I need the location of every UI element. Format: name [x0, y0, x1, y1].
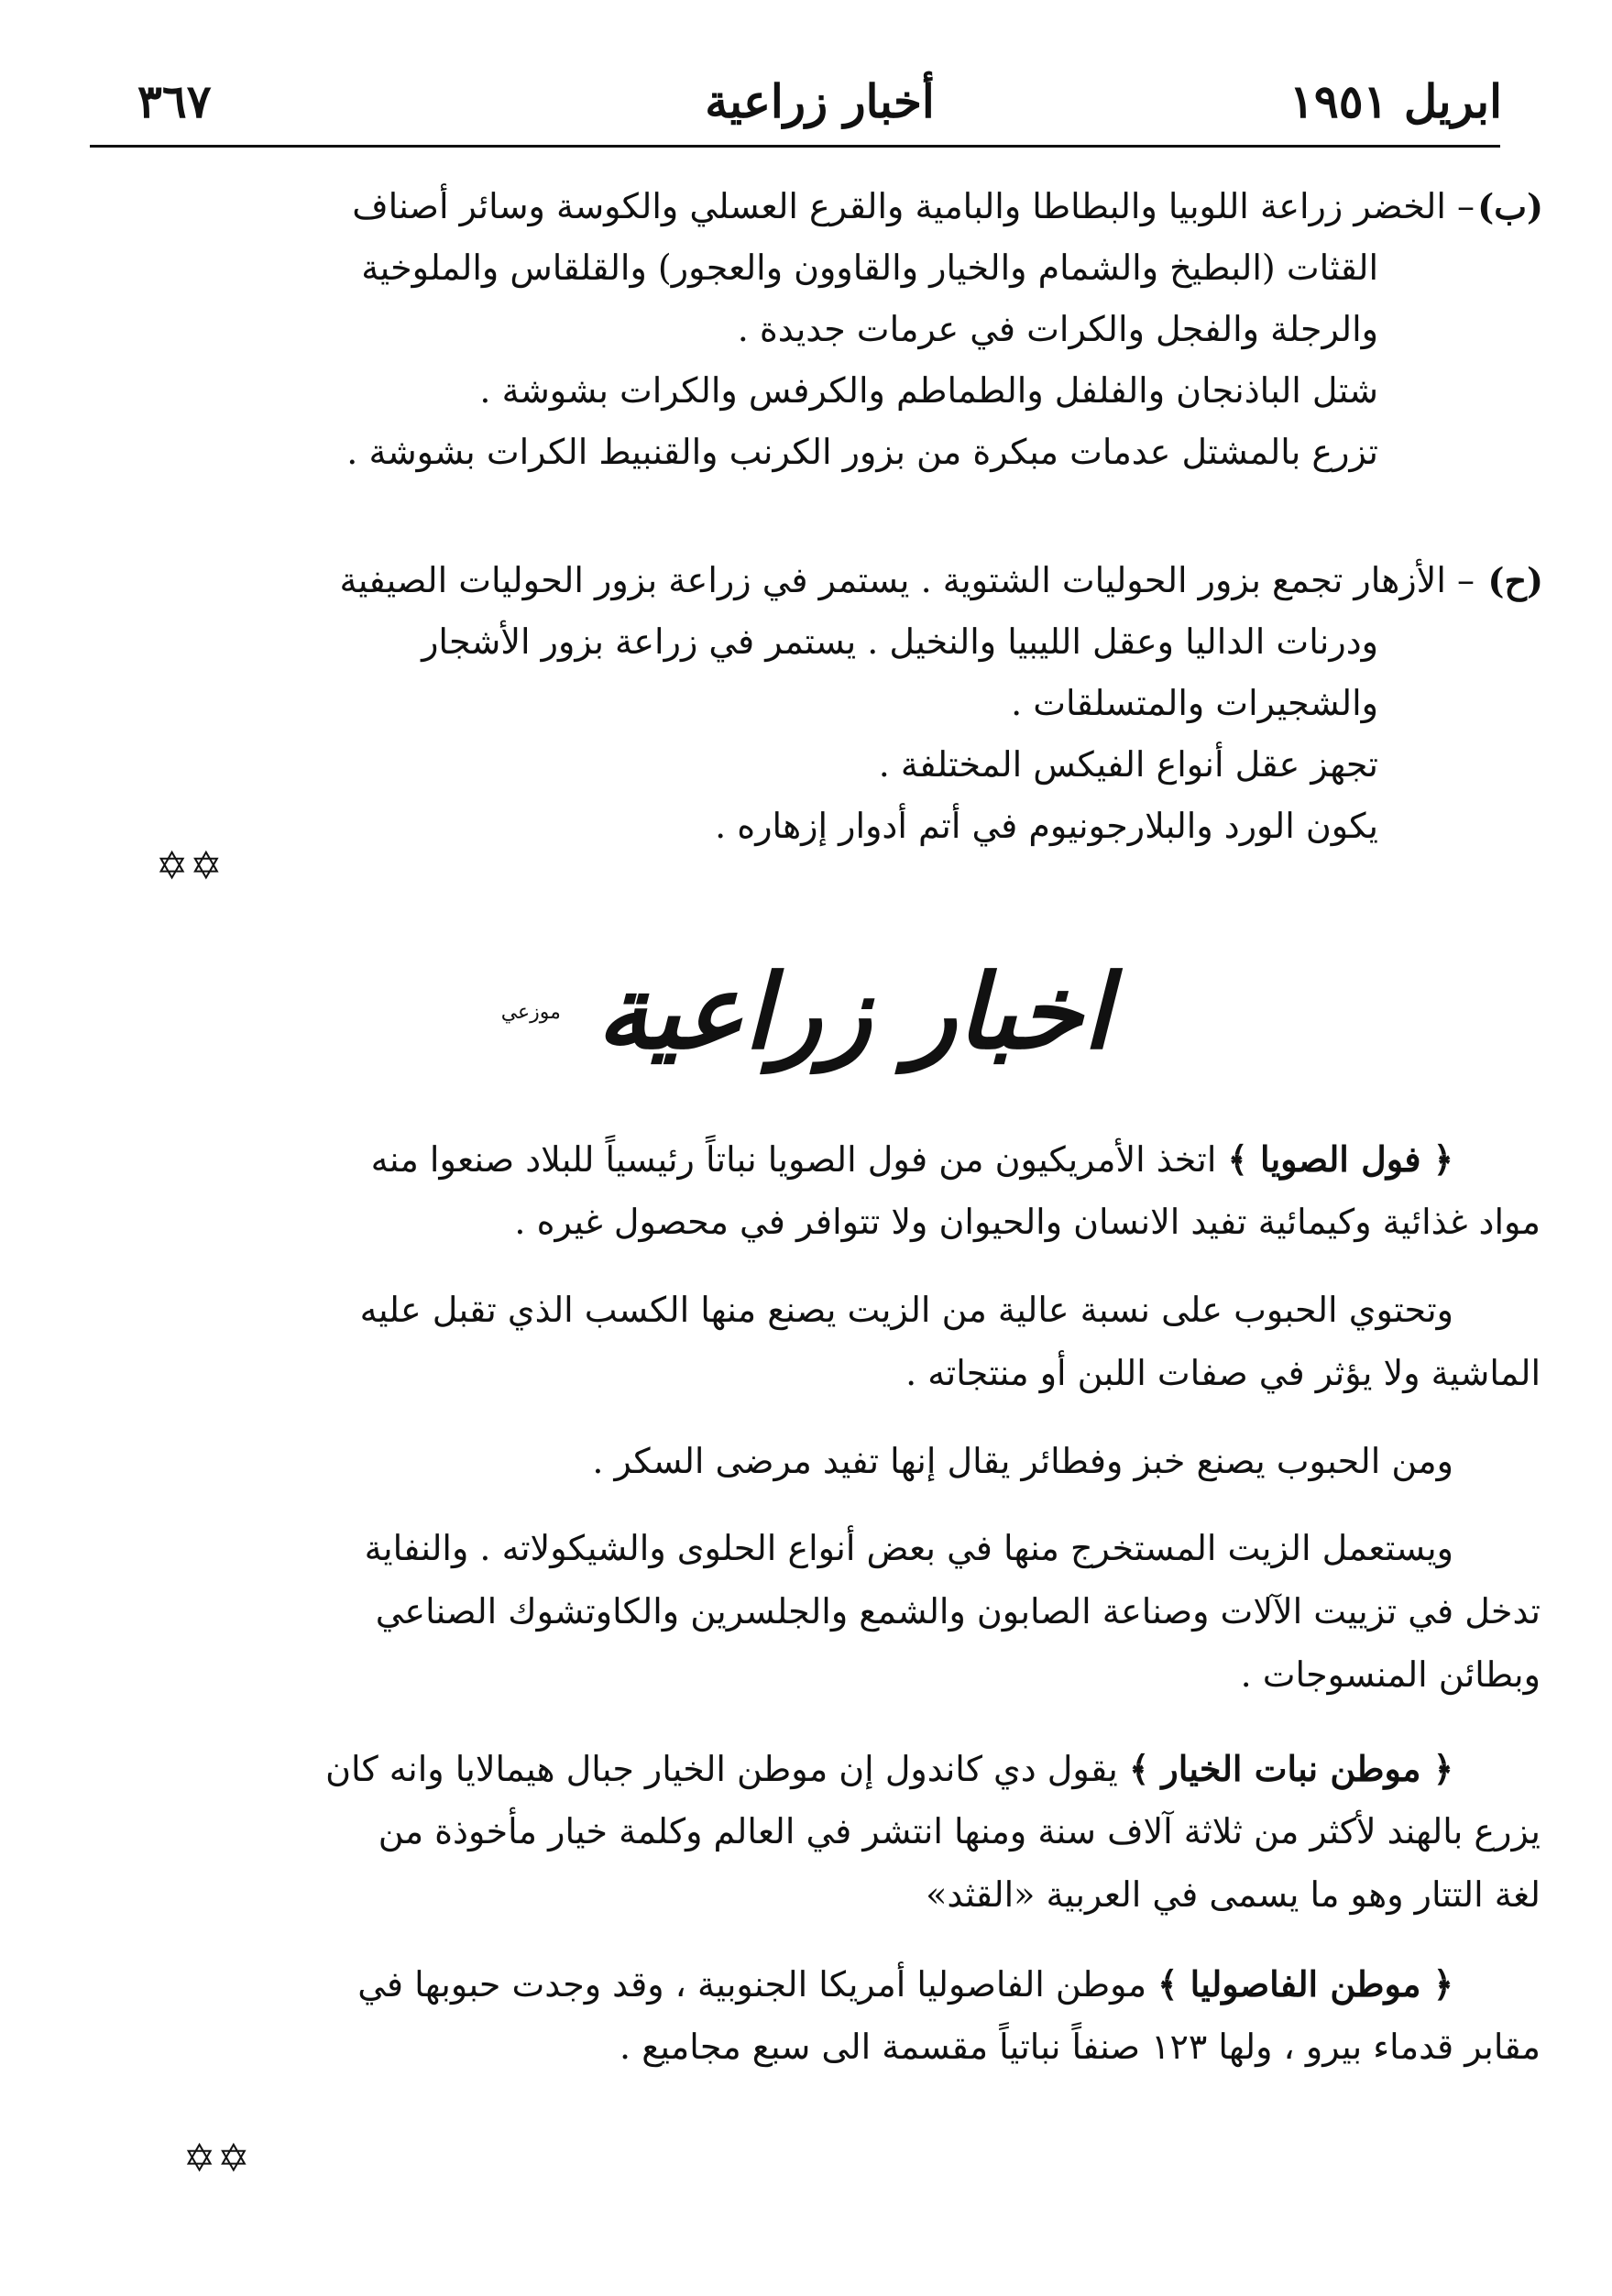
text-line [82, 1127, 1541, 1191]
text-line-content: موطن الفاصوليا أمريكا الجنوبية ، وقد وجدت حبوبها في [357, 1964, 1147, 2005]
article-soybean-bread [82, 1430, 1541, 1493]
article-cucumber [82, 1737, 1541, 1927]
text-line-content: – الخضر زراعة اللوبيا والبطاطا والبامية والقرع العسلي والكوسة وسائر أصناف [352, 186, 1475, 226]
text-line-content: اتخذ الأمريكيون من فول الصويا نباتاً رئيسياً للبلاد صنعوا منه [370, 1139, 1217, 1180]
heading-signature: موزعي [500, 1001, 561, 1024]
text-line [87, 422, 1543, 483]
text-line [87, 796, 1543, 857]
text-line: وبطائن المنسوجات . [1240, 1654, 1541, 1695]
section-flowers [87, 550, 1543, 857]
text-line [87, 611, 1543, 673]
text-line: تدخل في تزييت الآلات وصناعة الصابون والشمع والجلسرين والكاوتشوك الصناعي [375, 1591, 1541, 1631]
article-lead: ﴿ موطن نبات الخيار ﴾ [1128, 1748, 1453, 1789]
text-line: يزرع بالهند لأكثر من ثلاثة آلاف سنة ومنها انتشر في العالم وكلمة خيار مأخوذة من [378, 1811, 1541, 1851]
text-line: لغة التتار وهو ما يسمى في العربية «القثد» [926, 1874, 1541, 1915]
text-line-content: يكون الورد والبلارجونيوم في أتم أدوار إزهاره . [715, 806, 1378, 846]
text-line: مواد غذائية وكيمائية تفيد الانسان والحيوان ولا تتوافر في محصول غيره . [514, 1202, 1541, 1242]
header-rule [90, 145, 1500, 148]
text-line-content: يقول دي كاندول إن موطن الخيار جبال هيمالايا وانه كان [325, 1749, 1118, 1789]
text-line [87, 673, 1543, 734]
article-lead: ﴿ فول الصويا ﴾ [1227, 1138, 1453, 1180]
text-line: ويستعمل الزيت المستخرج منها في بعض أنواع الحلوى والشيكولاته . والنفاية [364, 1528, 1453, 1568]
page-number: ٣٦٧ [137, 74, 212, 128]
header-date: ابريل ١٩٥١ [1289, 74, 1502, 128]
text-line-content: تجهز عقل أنواع الفيكس المختلفة . [878, 744, 1378, 785]
article-lead: ﴿ موطن الفاصوليا ﴾ [1157, 1963, 1453, 2005]
text-line: ومن الحبوب يصنع خبز وفطائر يقال إنها تفيد مرضى السكر . [592, 1441, 1453, 1481]
text-line [87, 734, 1543, 796]
text-line [82, 1952, 1541, 2016]
text-line: مقابر قدماء بيرو ، ولها ١٢٣ صنفاً نباتياً مقسمة الى سبع مجاميع . [620, 2027, 1541, 2067]
text-line [87, 550, 1543, 611]
text-line-content: تزرع بالمشتل عدمات مبكرة من بزور الكرنب والقنبيط الكرات بشوشة . [346, 432, 1378, 472]
article-beans [82, 1952, 1541, 2079]
text-line [87, 360, 1543, 422]
heading-title: اخبار زراعية [596, 952, 1112, 1072]
section-marker: (ح) [1487, 560, 1543, 601]
header-title: أخبار زراعية [705, 74, 935, 128]
section-heading [0, 944, 1612, 1082]
article-soybean [82, 1127, 1541, 1254]
text-line-content: – الأزهار تجمع بزور الحوليات الشتوية . يستمر في زراعة بزور الحوليات الصيفية [339, 560, 1475, 600]
text-line-content: شتل الباذنجان والفلفل والطماطم والكرفس والكرات بشوشة . [479, 370, 1378, 411]
text-line: وتحتوي الحبوب على نسبة عالية من الزيت يصنع منها الكسب الذي تقبل عليه [359, 1290, 1453, 1330]
separator-stars: ✡✡ [156, 843, 225, 888]
text-line-content: والرجلة والفجل والكرات في عرمات جديدة . [737, 309, 1378, 349]
text-line [82, 1737, 1541, 1800]
text-line [87, 299, 1543, 360]
text-line-content: والشجيرات والمتسلقات . [1011, 683, 1378, 723]
text-line-content: ودرنات الداليا وعقل الليبيا والنخيل . يستمر في زراعة بزور الأشجار [422, 621, 1378, 662]
running-header [137, 64, 1502, 139]
text-line [87, 176, 1543, 237]
article-soybean-oil [82, 1279, 1541, 1405]
article-soybean-uses [82, 1517, 1541, 1707]
section-vegetables [87, 176, 1543, 483]
text-line [87, 237, 1543, 299]
section-marker: (ب) [1477, 186, 1543, 227]
text-line: الماشية ولا يؤثر في صفات اللبن أو منتجاته . [905, 1353, 1541, 1393]
separator-stars: ✡✡ [183, 2136, 252, 2181]
text-line-content: القثات (البطيخ والشمام والخيار والقاوون والعجور) والقلقاس والملوخية [361, 247, 1378, 288]
